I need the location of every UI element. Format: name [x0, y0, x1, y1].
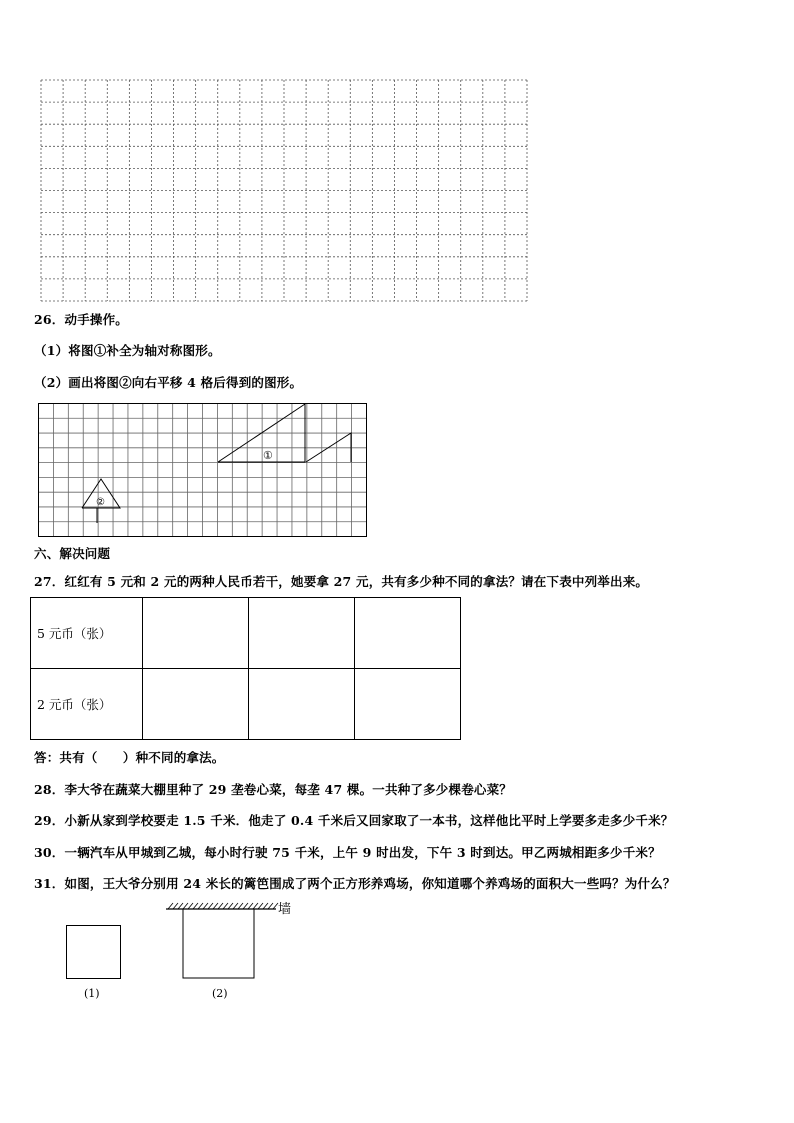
table-cell [355, 598, 461, 669]
q27-answer: 答：共有（ ）种不同的拿法。 [34, 750, 225, 765]
table-cell [355, 669, 461, 740]
table-cell [143, 598, 249, 669]
q27-text: 27．红红有 5 元和 2 元的两种人民币若干，她要拿 27 元，共有多少种不同的拿法？请在下表中列举出来。 [34, 574, 649, 589]
q26-part1: （1）将图①补全为轴对称图形。 [34, 343, 221, 358]
q28-text: 28．李大爷在蔬菜大棚里种了 29 垄卷心菜，每垄 47 棵。一共种了多少棵卷心菜？ [34, 782, 512, 797]
table-cell [143, 669, 249, 740]
q26-title: 26．动手操作。 [34, 312, 128, 327]
square-1 [67, 926, 121, 979]
q31-text: 31．如图，王大爷分别用 24 米长的篱笆围成了两个正方形养鸡场，你知道哪个养鸡场的面积大一些吗？为什么？ [34, 876, 676, 891]
row-header-5yuan: 5 元币（张） [31, 598, 143, 669]
q26-part2: （2）画出将图②向右平移 4 格后得到的图形。 [34, 375, 303, 390]
table-row [31, 669, 461, 740]
section-6-title: 六、解决问题 [34, 546, 111, 561]
caption-1: (1) [84, 987, 100, 1000]
table-row [31, 598, 461, 669]
table-cell [249, 669, 355, 740]
q30-text: 30．一辆汽车从甲城到乙城，每小时行驶 75 千米，上午 9 时出发，下午 3 时到达。甲乙两城相距多少千米？ [34, 845, 661, 860]
q29-text: 29．小新从家到学校要走 1.5 千米．他走了 0.4 千米后又回家取了一本书，这样他比平时上学要多走多少千米？ [34, 813, 674, 828]
q31-figure [60, 895, 310, 1005]
q26-grid-figure [38, 403, 368, 538]
figure-2-label: ② [96, 497, 105, 508]
q27-table [30, 597, 461, 740]
row-header-2yuan: 2 元币（张） [31, 669, 143, 740]
dashed-grid-top [40, 79, 528, 302]
figure-1-label: ① [263, 449, 273, 462]
table-cell [249, 598, 355, 669]
wall-label: 墙 [278, 902, 292, 917]
square-2 [183, 909, 254, 978]
caption-2: (2) [212, 987, 228, 1000]
